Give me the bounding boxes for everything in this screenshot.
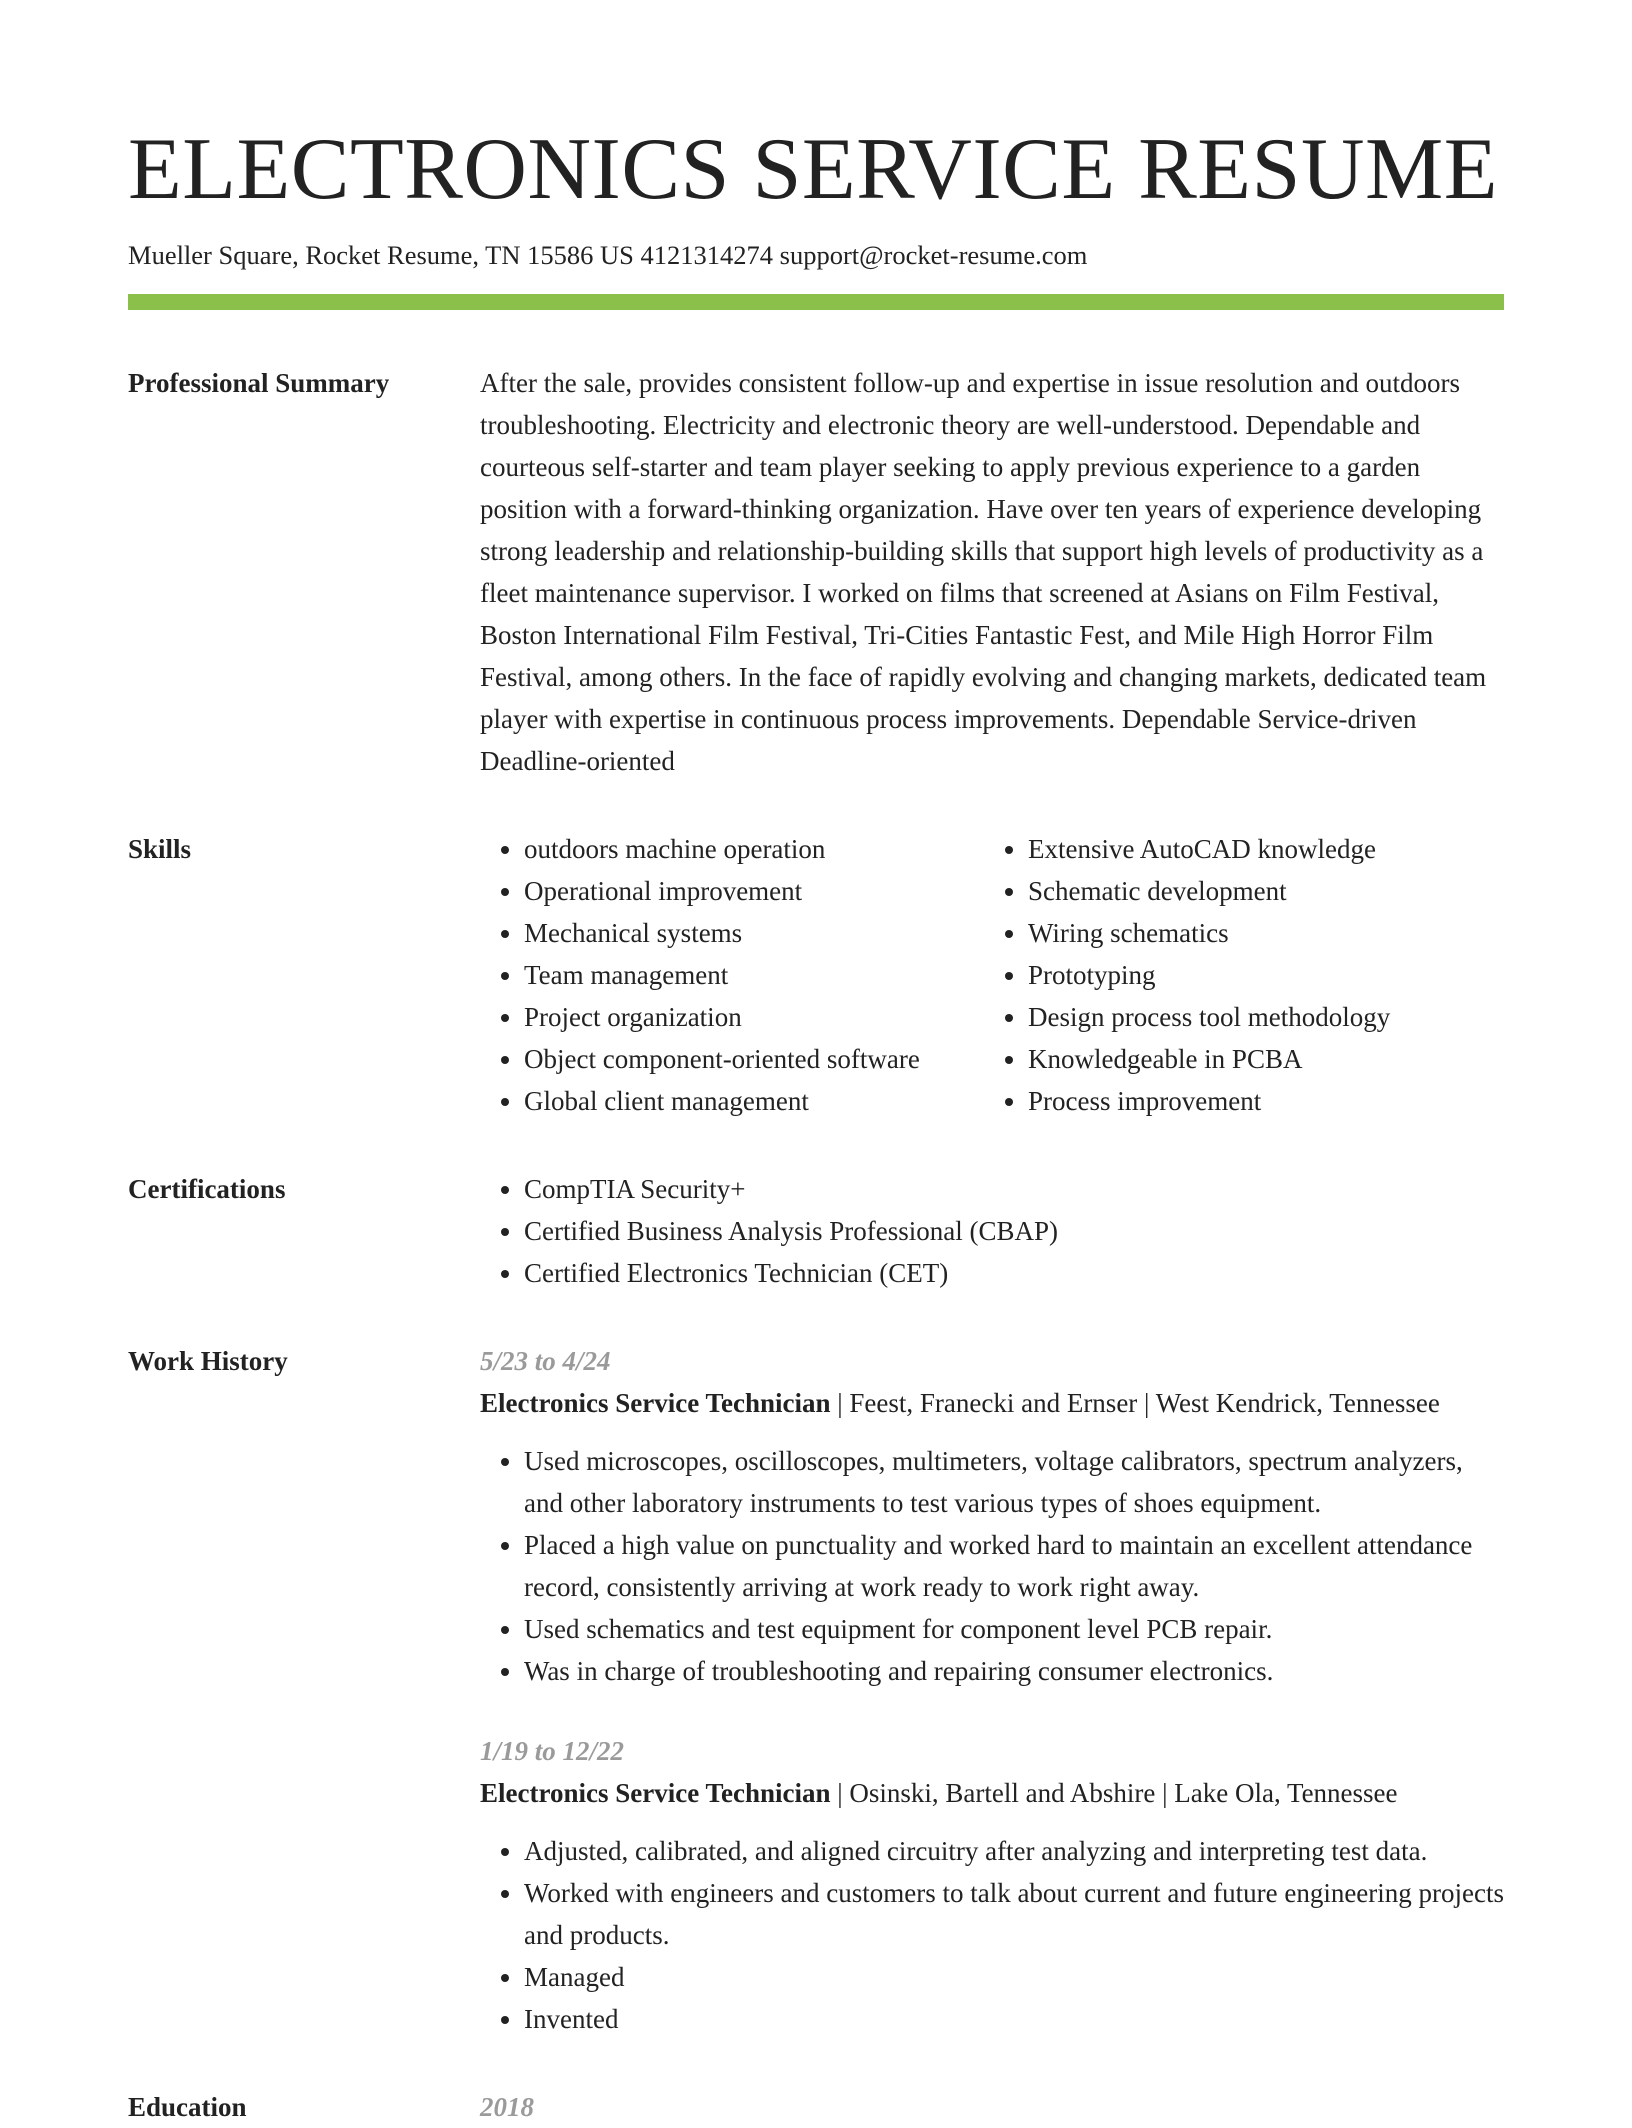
certification-item: • CompTIA Security+ <box>524 1168 1504 1210</box>
skill-item: • Object component-oriented software <box>524 1038 984 1080</box>
job-entry <box>480 1730 1504 2040</box>
skill-item: • Design process tool methodology <box>1028 996 1390 1038</box>
skills-columns <box>480 828 1504 1122</box>
section-education <box>128 2086 1504 2128</box>
skill-item: • Wiring schematics <box>1028 912 1390 954</box>
job-heading <box>480 1772 1504 1814</box>
skill-item: • Operational improvement <box>524 870 984 912</box>
job-dates: 5/23 to 4/24 <box>480 1346 611 1376</box>
section-professional-summary <box>128 362 1504 782</box>
section-label: Skills <box>128 834 192 864</box>
skill-item: • Team management <box>524 954 984 996</box>
skill-item: • Project organization <box>524 996 984 1038</box>
job-details: | Feest, Franecki and Ernser | West Kendrick, Tennessee <box>830 1388 1440 1418</box>
job-details: | Osinski, Bartell and Abshire | Lake Ola, Tennessee <box>830 1778 1398 1808</box>
section-skills <box>128 828 1504 1122</box>
section-label: Certifications <box>128 1174 286 1204</box>
skill-item: • outdoors machine operation <box>524 828 984 870</box>
skills-list-right <box>984 828 1390 1122</box>
job-entry <box>480 1340 1504 1692</box>
resume-title: ELECTRONICS SERVICE RESUME <box>128 121 1499 218</box>
job-bullet: • Placed a high value on punctuality and worked hard to maintain an excellent attendance record, consistently arriving at work ready to work right away. <box>524 1524 1504 1608</box>
resume-page <box>128 0 1504 2128</box>
section-certifications <box>128 1168 1504 1294</box>
section-work-history <box>128 1340 1504 2040</box>
section-content <box>480 2086 1504 2128</box>
section-label: Education <box>128 2092 247 2122</box>
skill-item: • Extensive AutoCAD knowledge <box>1028 828 1390 870</box>
section-label: Work History <box>128 1346 288 1376</box>
job-bullet: • Used microscopes, oscilloscopes, multimeters, voltage calibrators, spectrum analyzers, and other laboratory instruments to test various types of shoes equipment. <box>524 1440 1504 1524</box>
skill-item: • Global client management <box>524 1080 984 1122</box>
job-bullet: • Was in charge of troubleshooting and repairing consumer electronics. <box>524 1650 1504 1692</box>
certification-item: • Certified Business Analysis Professional (CBAP) <box>524 1210 1504 1252</box>
section-content <box>480 1340 1504 2040</box>
job-dates: 1/19 to 12/22 <box>480 1736 625 1766</box>
job-bullets <box>480 1440 1504 1692</box>
job-bullet: • Worked with engineers and customers to talk about current and future engineering projects and products. <box>524 1872 1504 1956</box>
skill-item: • Mechanical systems <box>524 912 984 954</box>
job-bullet: • Adjusted, calibrated, and aligned circuitry after analyzing and interpreting test data. <box>524 1830 1504 1872</box>
skill-item: • Schematic development <box>1028 870 1390 912</box>
accent-divider <box>128 294 1504 310</box>
skill-item: • Prototyping <box>1028 954 1390 996</box>
skill-item: • Process improvement <box>1028 1080 1390 1122</box>
contact-line: Mueller Square, Rocket Resume, TN 15586 US 4121314274 support@rocket-resume.com <box>128 240 1088 270</box>
education-year: 2018 <box>480 2092 534 2122</box>
summary-text: After the sale, provides consistent follow-up and expertise in issue resolution and outdoors troubleshooting. Electricity and electronic theory are well-understood. Dependable and courteous self-starter and team player seeking to apply previous experience to a garden position with a forward-thinking organization. Have over ten years of experience developing strong leadership and relationship-building skills that support high levels of productivity as a fleet maintenance supervisor. I worked on films that screened at Asians on Film Festival, Boston International Film Festival, Tri-Cities Fantastic Fest, and Mile High Horror Film Festival, among others. In the face of rapidly evolving and changing markets, dedicated team player with expertise in continuous process improvements. Dependable Service-driven Deadline-oriented <box>480 368 1487 776</box>
certification-item: • Certified Electronics Technician (CET) <box>524 1252 1504 1294</box>
job-bullet: • Used schematics and test equipment for component level PCB repair. <box>524 1608 1504 1650</box>
skill-item: • Knowledgeable in PCBA <box>1028 1038 1390 1080</box>
section-content <box>480 1168 1504 1294</box>
job-bullet: • Managed <box>524 1956 1504 1998</box>
certifications-list <box>480 1168 1504 1294</box>
skills-list-left <box>480 828 984 1122</box>
job-heading <box>480 1382 1504 1424</box>
section-content <box>480 362 1504 782</box>
job-bullet: • Invented <box>524 1998 1504 2040</box>
section-label: Professional Summary <box>128 368 390 398</box>
job-title: Electronics Service Technician <box>480 1388 831 1418</box>
job-title: Electronics Service Technician <box>480 1778 831 1808</box>
job-bullets <box>480 1830 1504 2040</box>
